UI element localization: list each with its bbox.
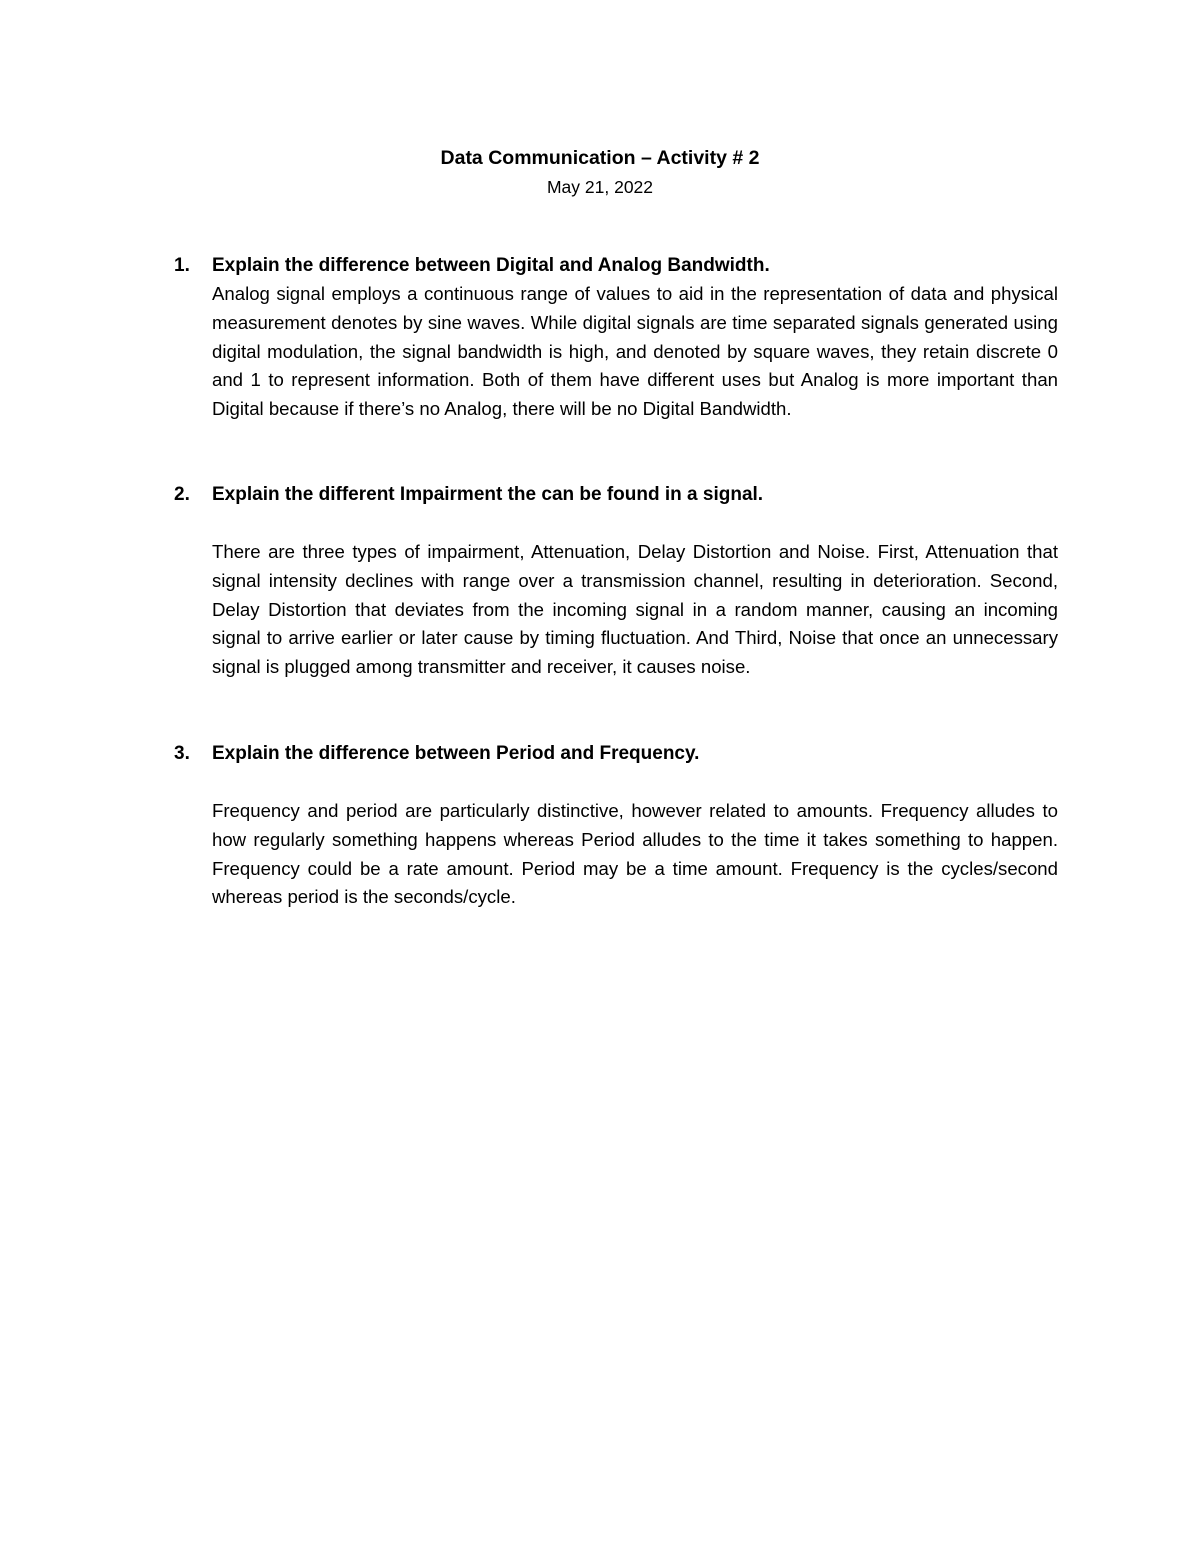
question-heading: Explain the difference between Digital and Analog Bandwidth. [212,255,770,276]
question-heading: Explain the difference between Period and Frequency. [212,743,700,764]
question-number: 1. [174,255,190,276]
question-number: 3. [174,743,190,764]
document-date: May 21, 2022 [546,177,654,197]
answer-paragraph: Analog signal employs a continuous range of values to aid in the representation of data and physical measurement denotes by sine waves. While digital signals are time separated signals generated using digital modulation, the signal bandwidth is high, and denoted by square waves, they retain discrete 0 and 1 to represent information. Both of them have different uses but Analog is more important than Digital because if there’s no Analog, there will be no Digital Bandwidth. [212,283,1058,420]
answer-paragraph: Frequency and period are particularly distinctive, however related to amounts. Frequency alludes to how regularly something happens whereas Period alludes to the time it takes something to happen. Frequency could be a rate amount. Period may be a time amount. Frequency is the cycles/second whereas period is the seconds/cycle. [212,800,1058,908]
document-title: Data Communication – Activity # 2 [440,147,760,169]
question-number: 2. [174,484,190,505]
question-heading: Explain the different Impairment the can be found in a signal. [212,484,764,505]
answer-paragraph: There are three types of impairment, Attenuation, Delay Distortion and Noise. First, Attenuation that signal intensity declines with range over a transmission channel, resulting in deterioration. Second, Delay Distortion that deviates from the incoming signal in a random manner, causing an incoming signal to arrive earlier or later cause by timing fluctuation. And Third, Noise that once an unnecessary signal is plugged among transmitter and receiver, it causes noise. [212,541,1058,678]
